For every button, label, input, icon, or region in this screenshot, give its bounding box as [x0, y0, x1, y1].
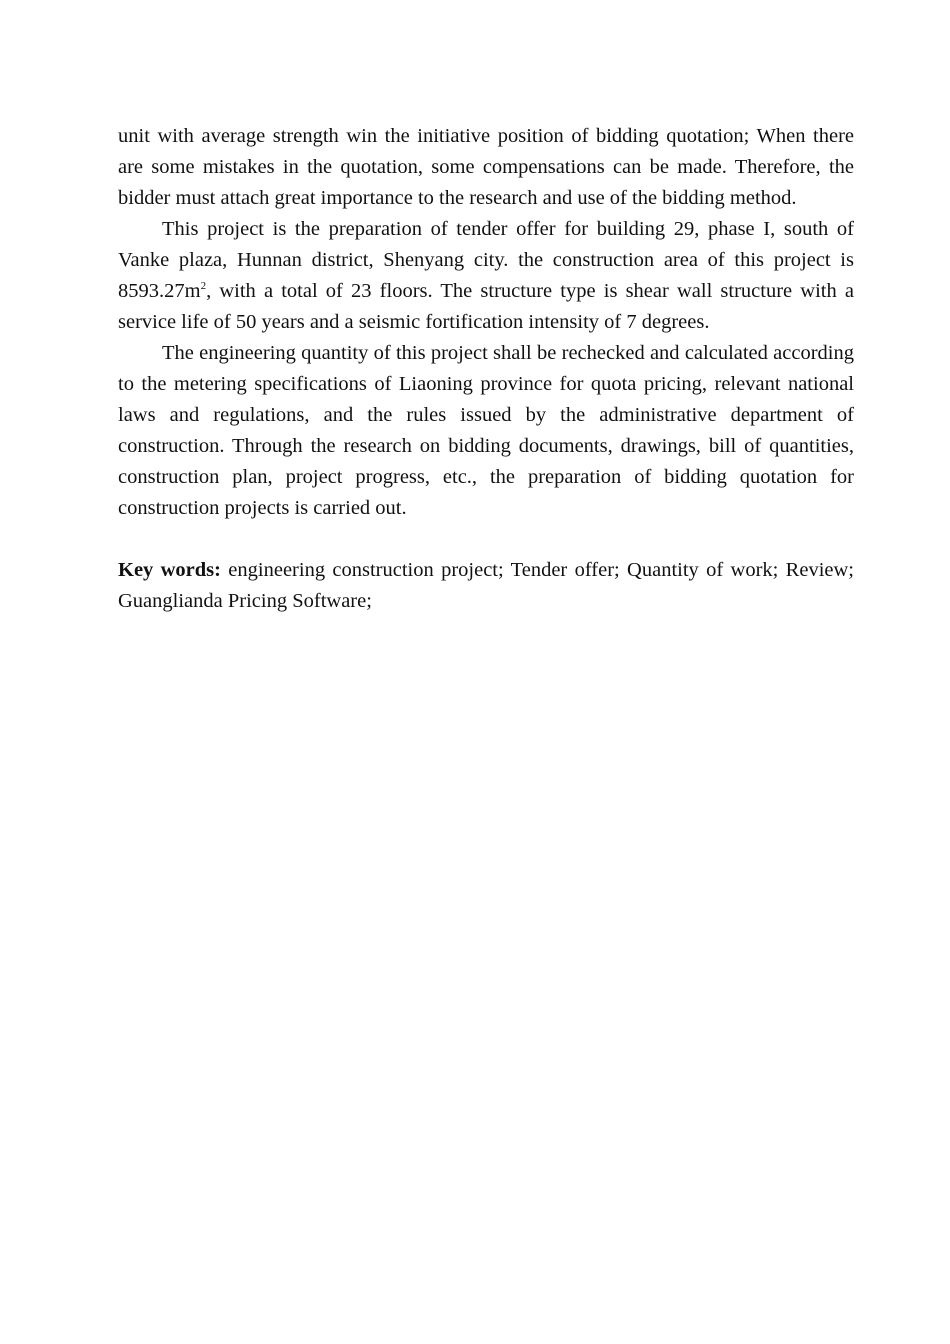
abstract-paragraph-1: unit with average strength win the initiative position of bidding quotation; When there are some mistakes in the quotation, some compensations can be made. Therefore, the bidder must attach great importance to the research and use of the bidding method.: [118, 125, 854, 209]
area-unit-superscript: 2: [200, 279, 207, 292]
abstract-paragraph-2: [118, 214, 854, 338]
paragraph-2-text-start: This project is the preparation of tender offer for building 29, phase I, south of Vanke plaza, Hunnan district, Shenyang city. the construction area of this project is 8593.27m: [118, 218, 854, 302]
abstract-paragraph-3: The engineering quantity of this project shall be rechecked and calculated according to the metering specifications of Liaoning province for quota pricing, relevant national laws and regulations, and the rules issued by the administrative department of construction. Through the research on bidding documents, drawings, bill of quantities, construction plan, project progress, etc., the preparation of bidding quotation for construction projects is carried out.: [118, 342, 854, 519]
keywords-text: engineering construction project; Tender offer; Quantity of work; Review; Guanglianda Pricing Software;: [118, 559, 854, 612]
keywords-label: Key words:: [118, 559, 221, 581]
paragraph-2-text-end: , with a total of 23 floors. The structure type is shear wall structure with a service life of 50 years and a seismic fortification intensity of 7 degrees.: [118, 280, 854, 333]
keywords-paragraph: [118, 555, 854, 617]
document-page: [118, 121, 854, 617]
